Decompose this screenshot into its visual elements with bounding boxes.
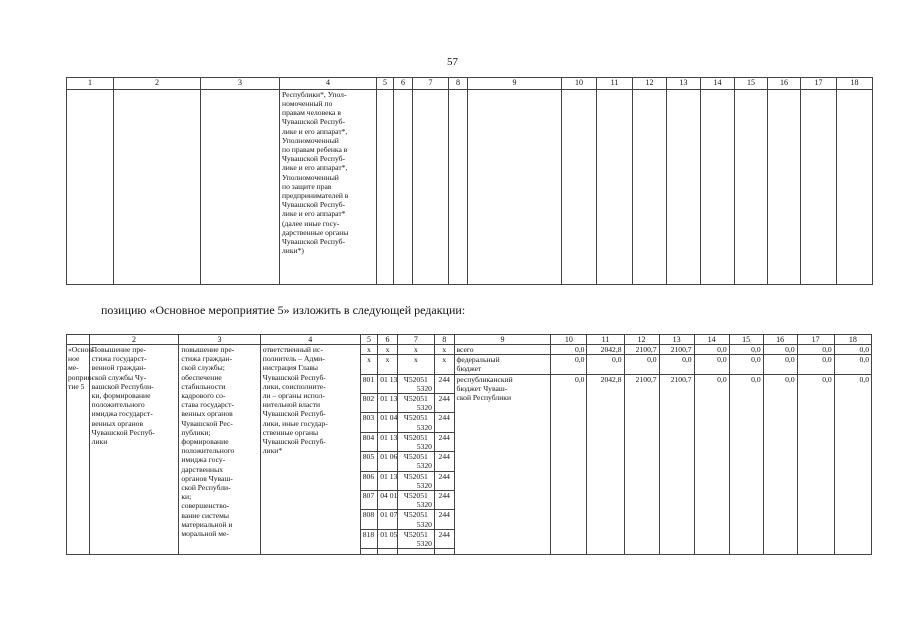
col-header: 4	[260, 335, 360, 345]
instruction-text: позицию «Основное мероприятие 5» изложить в следующей редакции:	[101, 303, 466, 317]
code-row: 803 01 04 Ч52051 5320 244	[67, 413, 872, 432]
activity-table	[66, 334, 872, 555]
code-row: 808 01 07 Ч52051 5320 244	[67, 510, 872, 529]
executors-cell: ответственный ис- полнитель – Адми- нистрация Главы Чувашской Респуб- лики, соисполните- ли – органы испол- нительной власти Чувашской Респуб- лики, иные государ- ственные органы Чувашской Респуб- лики*	[260, 345, 360, 555]
page-number: 57	[447, 56, 458, 68]
continuation-row	[67, 89, 873, 284]
col-header: 13	[659, 335, 694, 345]
col-header: 9	[468, 78, 562, 90]
col-header: 1	[67, 78, 114, 90]
source-total: всего	[454, 345, 551, 355]
col-header: 10	[562, 78, 597, 90]
continuation-table	[66, 77, 873, 285]
col-header: 15	[735, 78, 768, 90]
col-header: 1	[67, 335, 90, 345]
code-row: 807 04 01 Ч52051 5320 244	[67, 491, 872, 510]
col-header: 6	[378, 335, 398, 345]
executors-cell: Республики*, Упол- номоченный по правам человека в Чувашской Респуб- лике и его аппарат*, Уполномоченный по правам ребенка в Чувашской Респуб- лике и его аппарат*, Уполномоченный по защите прав предпринимателей в Чувашской Респуб- лике и его аппарат* (далее иные госу- дарственные органы Чувашской Респуб- лики*)	[280, 89, 377, 284]
code-row: 805 01 06 Ч52051 5320 244	[67, 452, 872, 471]
col-header: 11	[587, 335, 624, 345]
source-republic: республиканский бюджет Чуваш- ской Республики	[454, 374, 551, 555]
col-header: 12	[624, 335, 659, 345]
col-header: 8	[434, 335, 454, 345]
col-header: 9	[454, 335, 551, 345]
col-header: 5	[360, 335, 378, 345]
tasks-cell: повышение пре- стижа граждан- ской службы; обеспечение стабильности кадрового со- става государст- венных органов Чувашской Рес- публики; формирование положительного имиджа госу- дарственных органов Чуваш- ской Республи- ки; совершенство- вание системы материальной и моральной ме-	[179, 345, 260, 555]
col-header: 6	[394, 78, 413, 90]
code-row: 818 01 05 Ч52051 5320 244	[67, 529, 872, 548]
col-header: 3	[179, 335, 260, 345]
col-header: 18	[834, 335, 871, 345]
source-federal: федеральный бюджет	[454, 355, 551, 374]
activity-name-cell: Повышение пре- стижа государст- венной граждан- ской службы Чу- вашской Республи- ки, формирование положительного имиджа государст- венных органов Чувашской Респуб- лики	[89, 345, 179, 555]
column-number-row	[67, 335, 872, 345]
col-header: 12	[633, 78, 667, 90]
col-header: 7	[397, 335, 434, 345]
col-header: 4	[280, 78, 377, 90]
col-header: 5	[377, 78, 394, 90]
activity-number-cell: «Основ- ное ме- роприя- тие 5	[67, 345, 90, 555]
col-header: 18	[837, 78, 873, 90]
table-row: x x x x федеральный бюджет 0,0 0,0 0,0 0,0 0,0 0,0 0,0 0,0 0,0	[67, 355, 872, 374]
col-header: 17	[801, 78, 837, 90]
col-header: 7	[413, 78, 449, 90]
col-header: 8	[449, 78, 468, 90]
col-header: 14	[701, 78, 735, 90]
code-row: 806 01 13 Ч52051 5320 244	[67, 471, 872, 490]
col-header: 16	[768, 78, 801, 90]
code-row: 802 01 13 Ч52051 5320 244	[67, 394, 872, 413]
table-row: «Основ- ное ме- роприя- тие 5 Повышение пре- стижа государст- венной граждан- ской службы Чу- вашской Республи- ки, формирование положительного имиджа государст- венных органов Чувашской Респуб- лики повышение пре- стижа граждан- ской службы; обеспечение стабильности кадрового со- става государст- венных органов Чувашской Рес- публики; формирование положительного имиджа госу- дарственных органов Чуваш- ской Республи- ки; совершенство- вание системы материальной и моральной ме- ответственный ис- полнитель – Адми- нистрация Главы Чувашской Респуб- лики, соисполните- ли – органы испол- нительной власти Чувашской Респуб- лики, иные государ- ственные органы Чувашской Респуб- лики* x x x x всего 0,0 2042,8 2100,7 2100,7 0,0 0,0 0,0 0,0 0,0	[67, 345, 872, 355]
col-header: 17	[797, 335, 834, 345]
code-row: 804 01 13 Ч52051 5320 244	[67, 432, 872, 451]
col-header: 3	[201, 78, 280, 90]
col-header: 16	[763, 335, 797, 345]
col-header: 15	[729, 335, 763, 345]
col-header: 2	[114, 78, 201, 90]
code-row: 801 01 13 Ч52051 5320 244 республиканский бюджет Чуваш- ской Республики 0,0 2042,8 2100,7 2100,7 0,0 0,0 0,0 0,0 0,0	[67, 374, 872, 393]
col-header: 10	[551, 335, 587, 345]
col-header: 2	[89, 335, 179, 345]
col-header: 11	[597, 78, 633, 90]
col-header: 14	[694, 335, 729, 345]
col-header: 13	[667, 78, 701, 90]
column-number-row	[67, 78, 873, 90]
